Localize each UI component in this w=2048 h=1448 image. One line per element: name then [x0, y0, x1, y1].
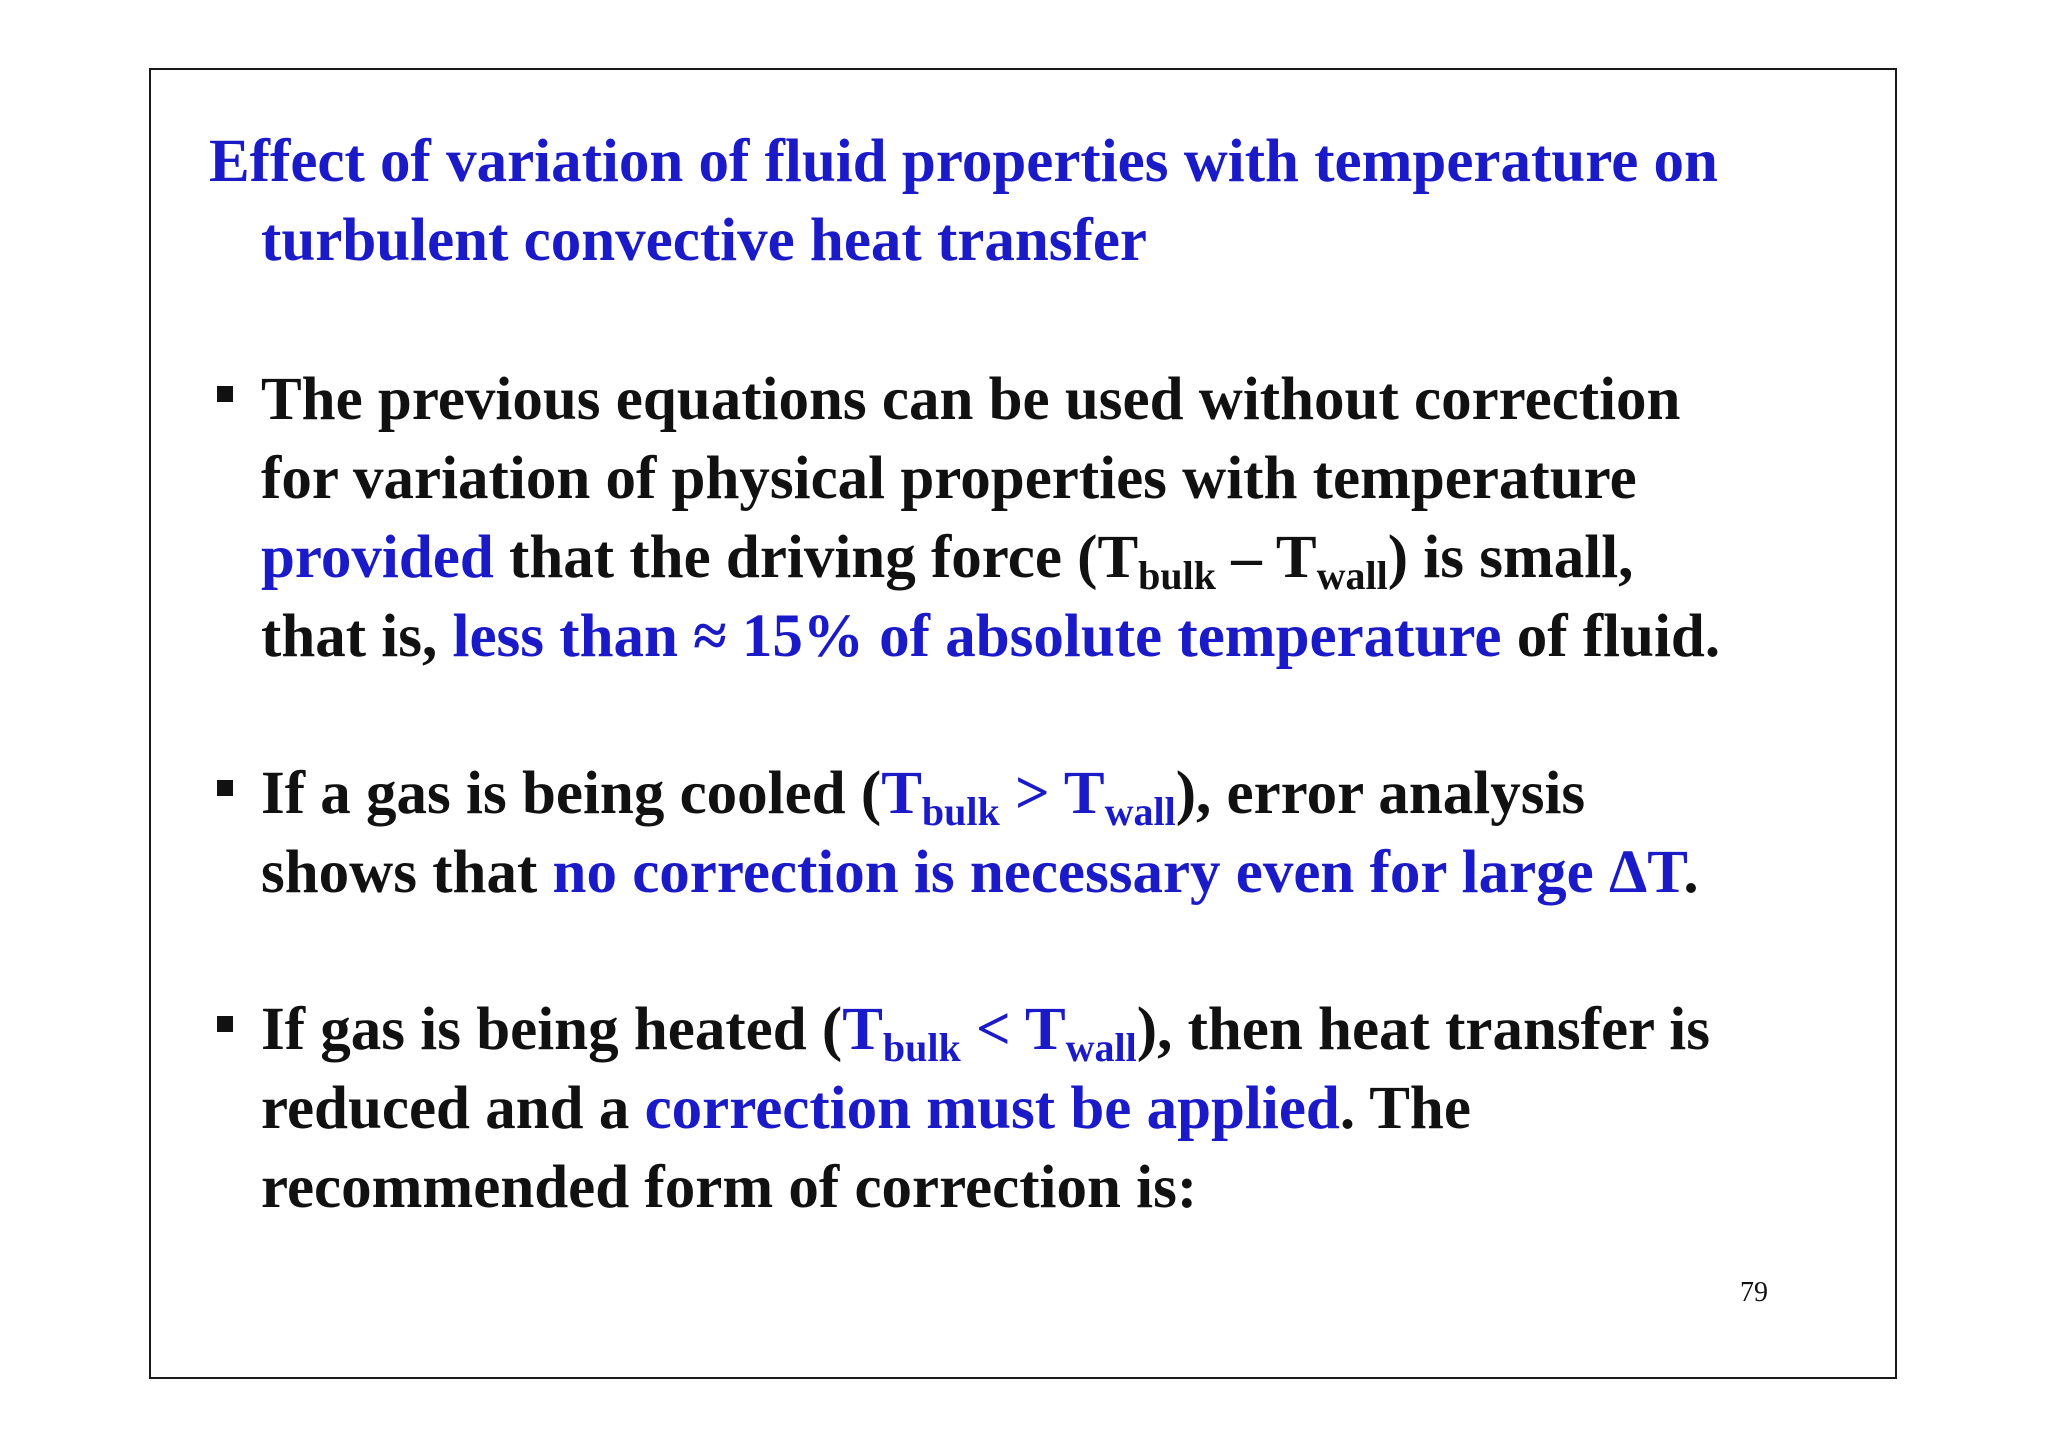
bullet-1-line-4 — [209, 597, 1859, 676]
heat-transfer-text: ), then heat transfer is — [1136, 996, 1710, 1063]
period: . — [1683, 839, 1699, 906]
t-bulk-symbol: T — [842, 996, 883, 1063]
slide-title — [209, 122, 1859, 280]
that-is-text: that is, — [261, 603, 453, 670]
square-bullet-icon — [217, 386, 233, 402]
driving-force-minus: – T — [1216, 524, 1317, 591]
bullet-1-line-1: The previous equations can be used without correction — [261, 366, 1681, 433]
subscript-bulk: bulk — [1138, 553, 1217, 598]
bullet-item-1 — [209, 360, 1859, 676]
driving-force-text: that the driving force (T — [493, 524, 1139, 591]
subscript-bulk: bulk — [882, 1025, 961, 1070]
subscript-wall: wall — [1065, 1025, 1137, 1070]
t-bulk-symbol: T — [881, 760, 922, 827]
bullet-2-line-1 — [209, 754, 1859, 833]
error-analysis-text: ), error analysis — [1175, 760, 1586, 827]
bullet-3-line-3: recommended form of correction is: — [261, 1154, 1198, 1221]
bullet-3-line-2 — [209, 1069, 1859, 1148]
slide-title-line-2: turbulent convective heat transfer — [261, 207, 1147, 274]
bullet-2-line-2 — [209, 833, 1859, 912]
greater-than-t-wall: > T — [999, 760, 1105, 827]
highlight-no-correction: no correction is necessary even for large ΔT — [552, 839, 1684, 906]
gas-cooled-text: If a gas is being cooled ( — [261, 760, 882, 827]
bullet-1-line-3 — [209, 518, 1859, 597]
subscript-wall: wall — [1104, 789, 1176, 834]
less-than-t-wall: < T — [960, 996, 1066, 1063]
bullet-item-2 — [209, 754, 1859, 912]
square-bullet-icon — [217, 780, 233, 796]
bullet-item-3 — [209, 990, 1859, 1227]
slide-title-line-1: Effect of variation of fluid properties with temperature on — [209, 128, 1718, 195]
keyword-provided: provided — [261, 524, 494, 591]
reduced-text: reduced and a — [261, 1075, 645, 1142]
page-number: 79 — [1740, 1277, 1768, 1308]
highlight-15-percent: less than ≈ 15% of absolute temperature — [452, 603, 1502, 670]
subscript-wall: wall — [1316, 553, 1388, 598]
the-text: . The — [1339, 1075, 1471, 1142]
highlight-correction-applied: correction must be applied — [644, 1075, 1340, 1142]
driving-force-end: ) is small, — [1387, 524, 1634, 591]
square-bullet-icon — [217, 1016, 233, 1032]
gas-heated-text: If gas is being heated ( — [261, 996, 843, 1063]
shows-that-text: shows that — [261, 839, 553, 906]
bullet-1-line-2: for variation of physical properties with temperature — [261, 445, 1637, 512]
of-fluid-text: of fluid. — [1501, 603, 1721, 670]
bullet-3-line-1 — [209, 990, 1859, 1069]
subscript-bulk: bulk — [921, 789, 1000, 834]
